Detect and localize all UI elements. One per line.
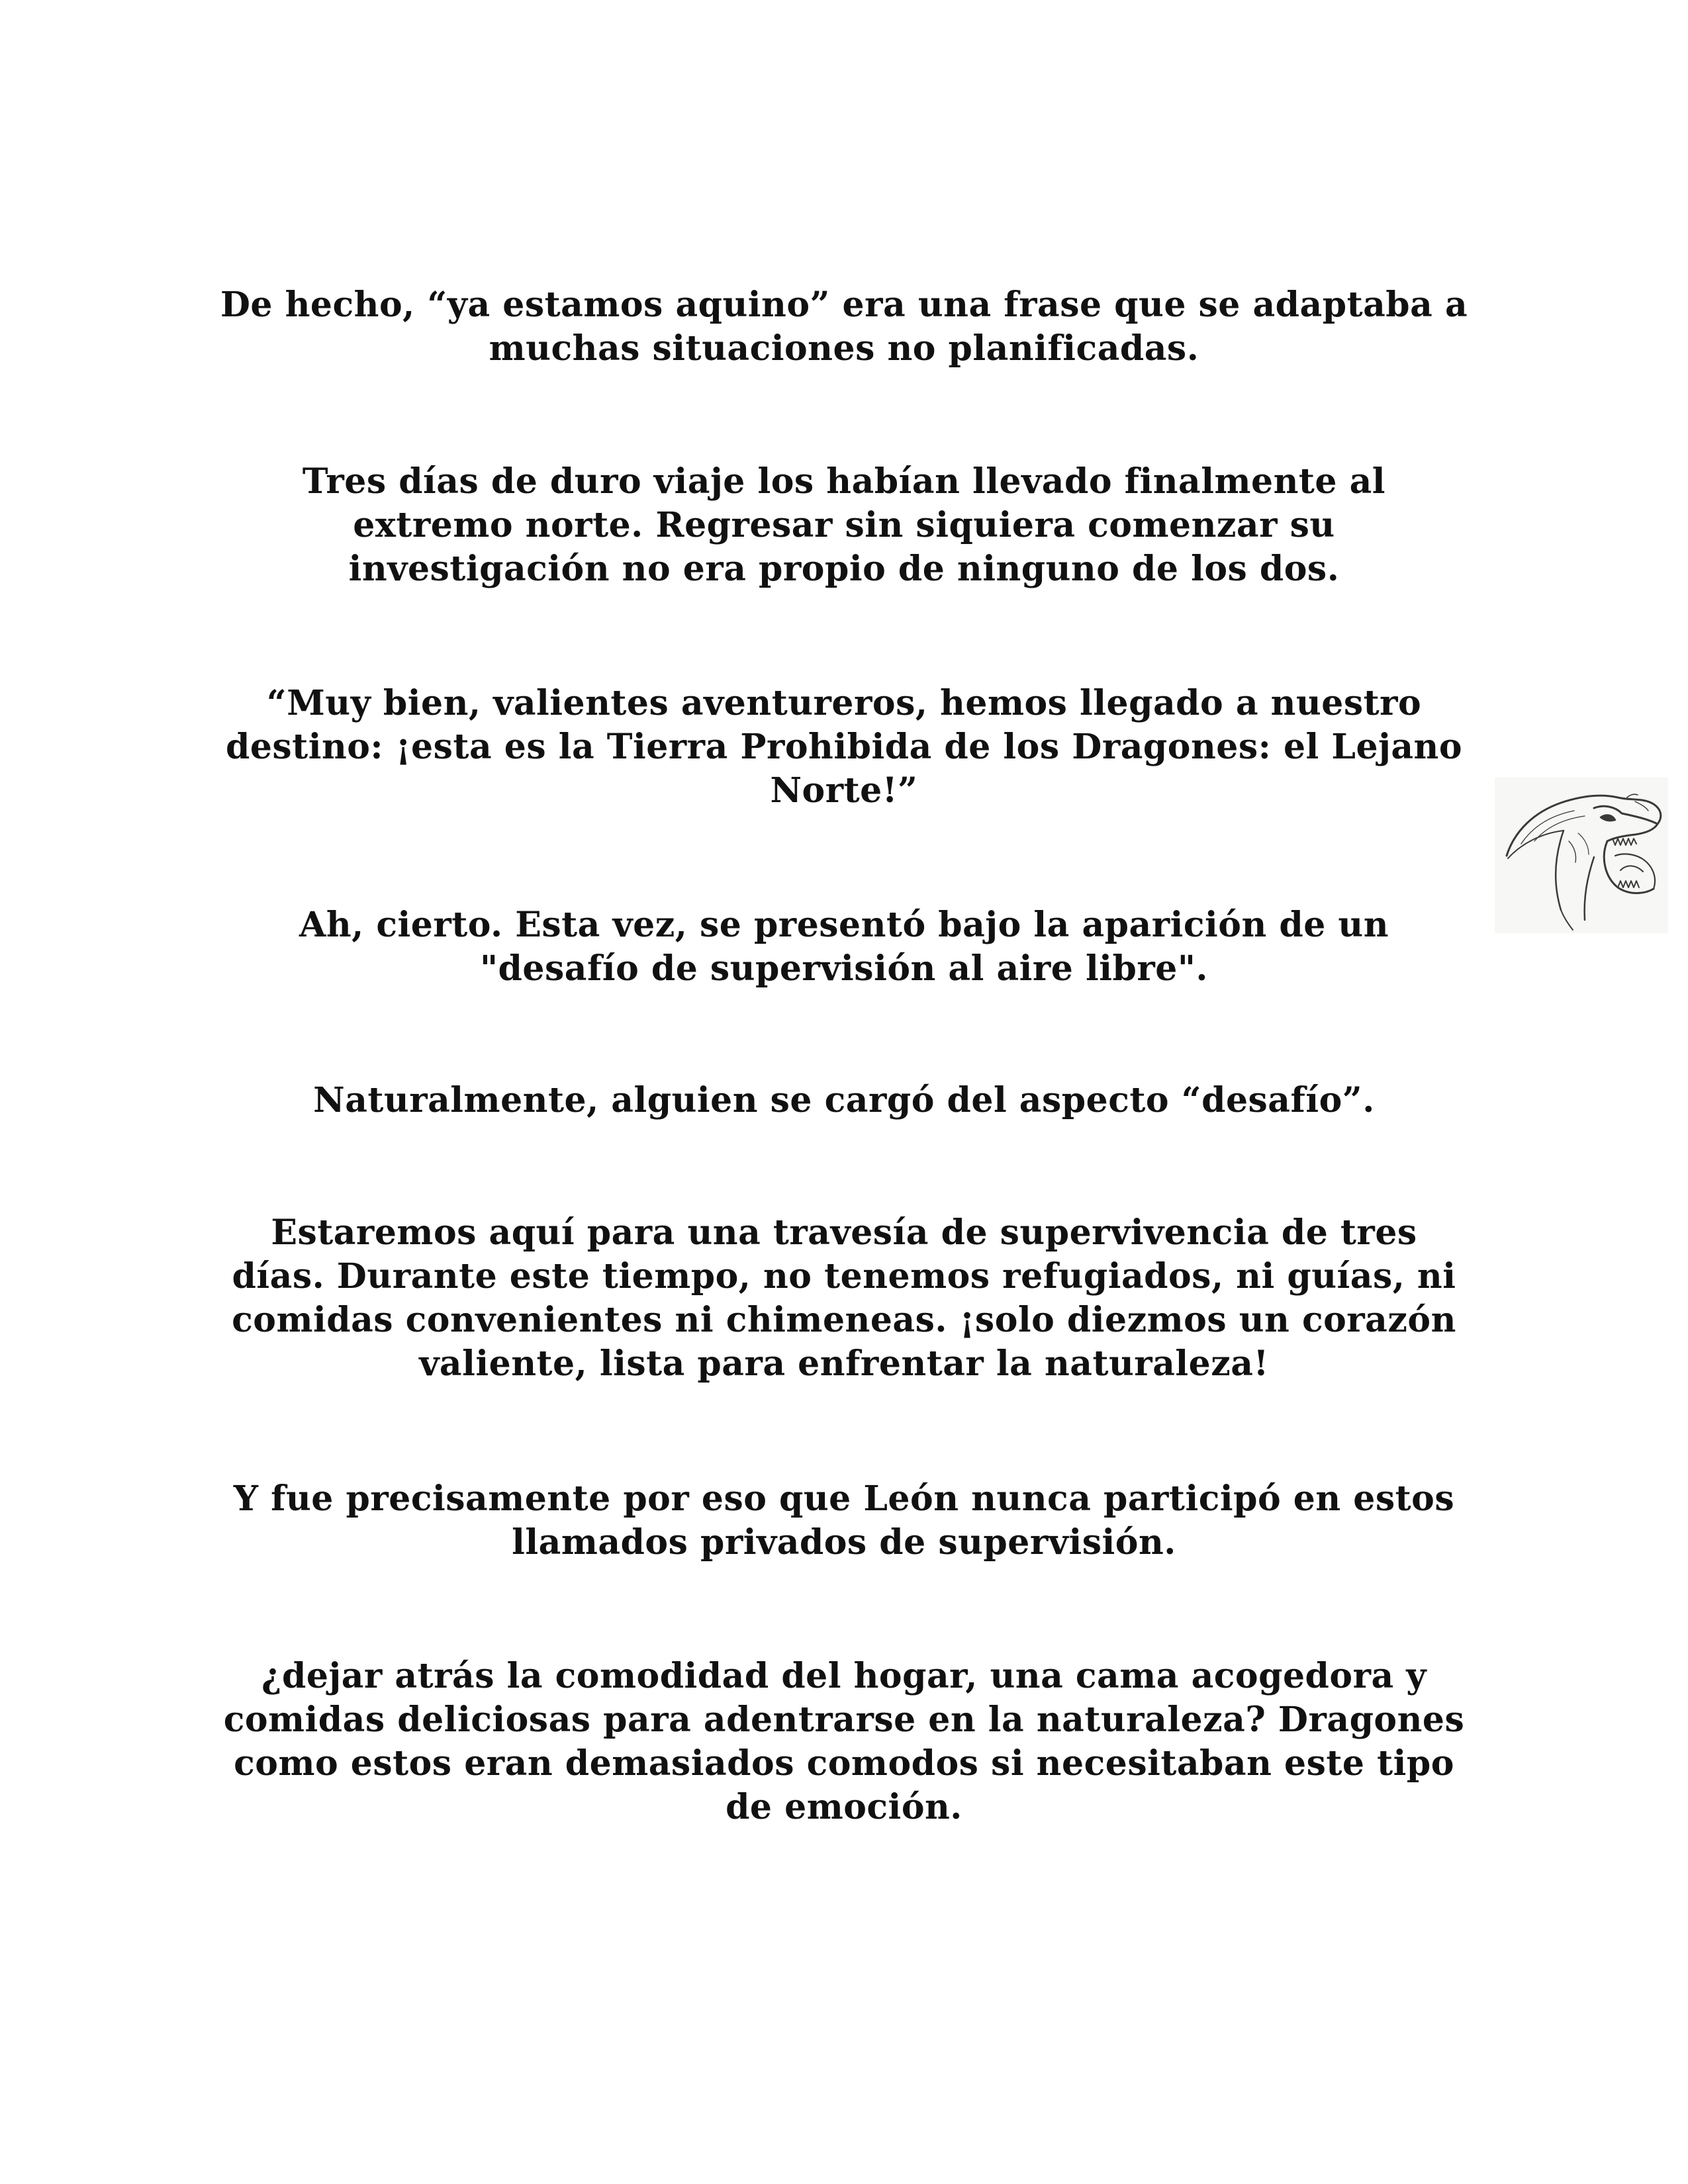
text-line: llamados privados de supervisión.	[512, 1522, 1176, 1563]
text-line: valiente, lista para enfrentar la naturaleza!	[419, 1343, 1269, 1384]
text-line: días. Durante este tiempo, no tenemos refugiados, ni guías, ni	[232, 1256, 1456, 1297]
paragraph-8	[218, 1655, 1470, 1829]
paragraph-3	[218, 682, 1470, 813]
text-line: Y fue precisamente por eso que León nunca participó en estos	[233, 1479, 1455, 1519]
paragraph-4	[218, 903, 1470, 991]
dragon-head-sketch-icon	[1495, 778, 1668, 933]
text-line: muchas situaciones no planificadas.	[489, 328, 1199, 369]
text-line: destino: ¡esta es la Tierra Prohibida de los Dragones: el Lejano	[225, 727, 1463, 767]
text-line: investigación no era propio de ninguno de los dos.	[348, 549, 1340, 589]
paragraph-6	[218, 1211, 1470, 1386]
text-line: como estos eran demasiados comodos si necesitaban este tipo	[234, 1743, 1454, 1784]
text-line: de emoción.	[726, 1787, 962, 1827]
text-line: ¿dejar atrás la comodidad del hogar, una cama acogedora y	[261, 1656, 1427, 1696]
paragraph-5	[218, 1079, 1470, 1122]
text-line: “Muy bien, valientes aventureros, hemos llegado a nuestro	[266, 683, 1422, 723]
text-line: "desafío de supervisión al aire libre".	[479, 948, 1209, 989]
text-line: comidas deliciosas para adentrarse en la naturaleza? Dragones	[223, 1700, 1465, 1740]
text-line: Norte!”	[770, 770, 918, 811]
paragraph-7	[218, 1477, 1470, 1565]
text-line: extremo norte. Regresar sin siquiera comenzar su	[353, 505, 1335, 545]
text-line: comidas convenientes ni chimeneas. ¡solo diezmos un corazón	[232, 1300, 1456, 1340]
text-line: Tres días de duro viaje los habían llevado finalmente al	[302, 461, 1386, 502]
paragraph-1	[218, 283, 1470, 371]
text-line: Estaremos aquí para una travesía de supervivencia de tres	[271, 1212, 1417, 1253]
text-line: Ah, cierto. Esta vez, se presentó bajo la aparición de un	[299, 905, 1389, 945]
text-line: Naturalmente, alguien se cargó del aspecto “desafío”.	[313, 1080, 1375, 1120]
paragraph-2	[218, 460, 1470, 591]
text-line: De hecho, “ya estamos aquino” era una frase que se adaptaba a	[220, 285, 1468, 325]
